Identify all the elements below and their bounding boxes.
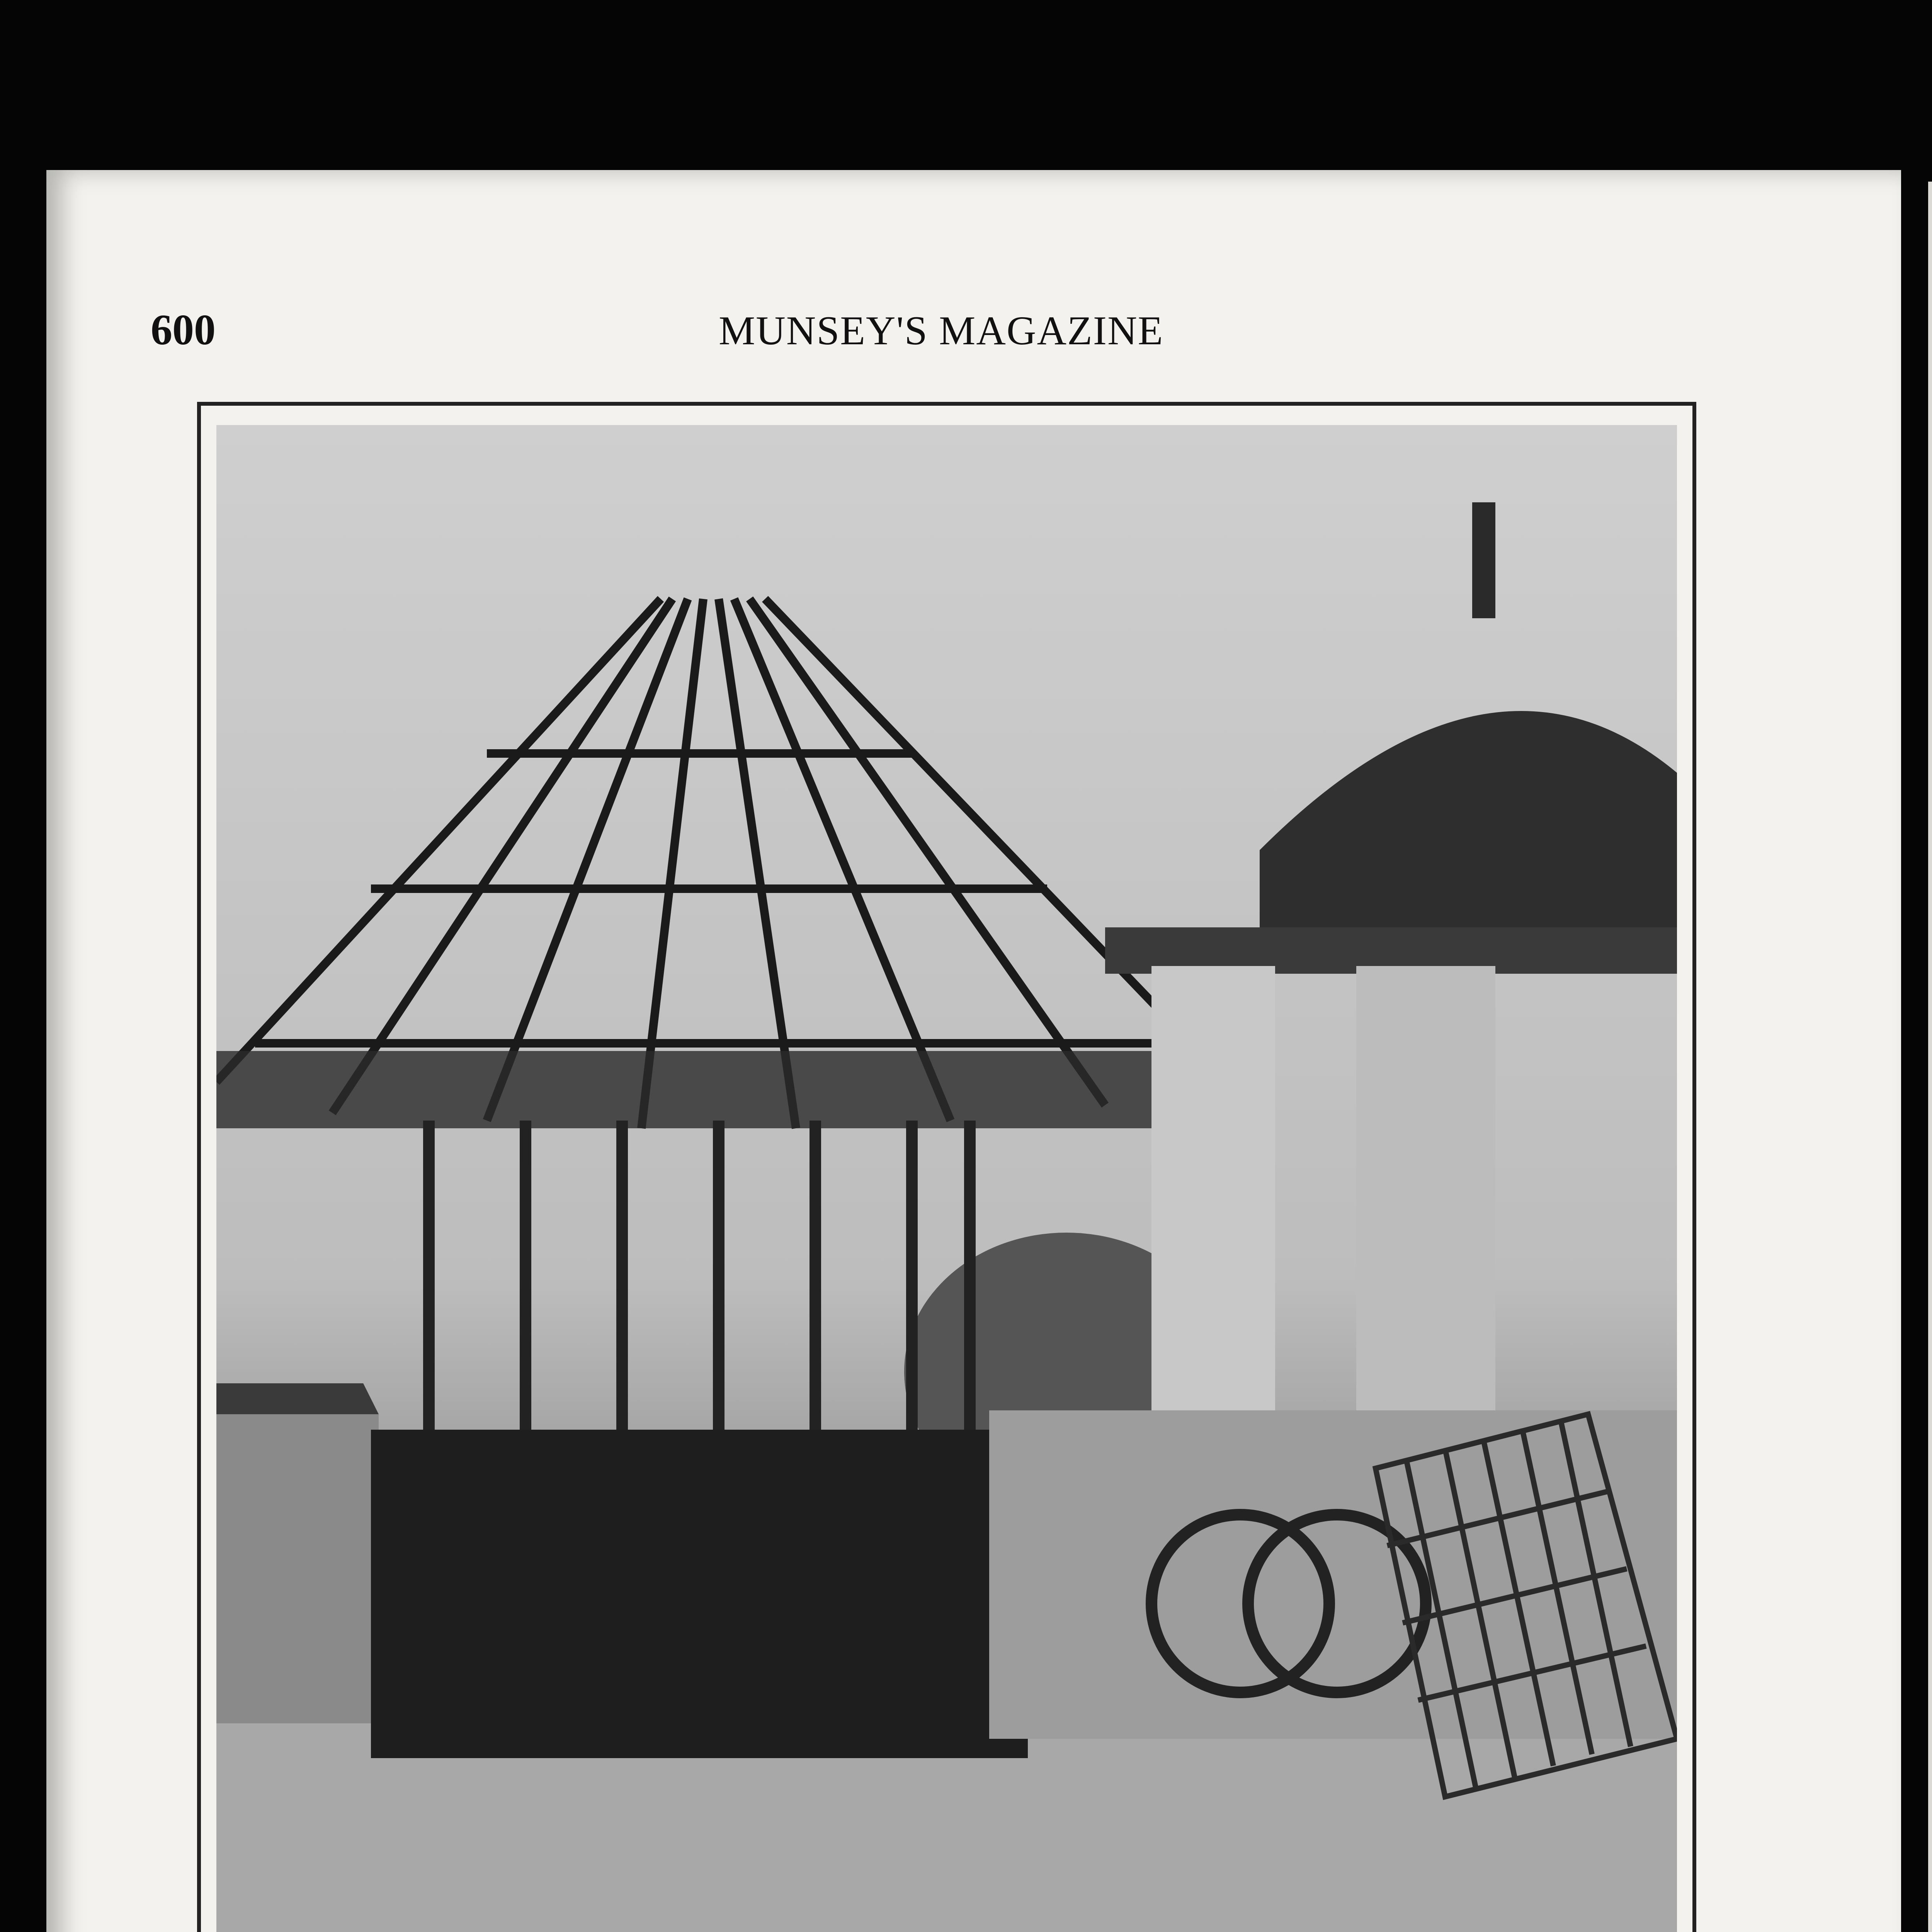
- house: [216, 1414, 379, 1723]
- page-number: 600: [151, 306, 216, 354]
- magazine-title: MUNSEY'S MAGAZINE: [719, 308, 1164, 353]
- ground: [216, 1739, 1677, 1932]
- chariot-frame: [216, 599, 1221, 1128]
- photo-illustration: [216, 425, 1677, 1932]
- next-page-edge: [1928, 182, 1932, 1932]
- photo-frame: [197, 402, 1696, 1932]
- juggernaut-car-photo: [216, 425, 1677, 1932]
- chariot-base: [371, 1430, 1028, 1758]
